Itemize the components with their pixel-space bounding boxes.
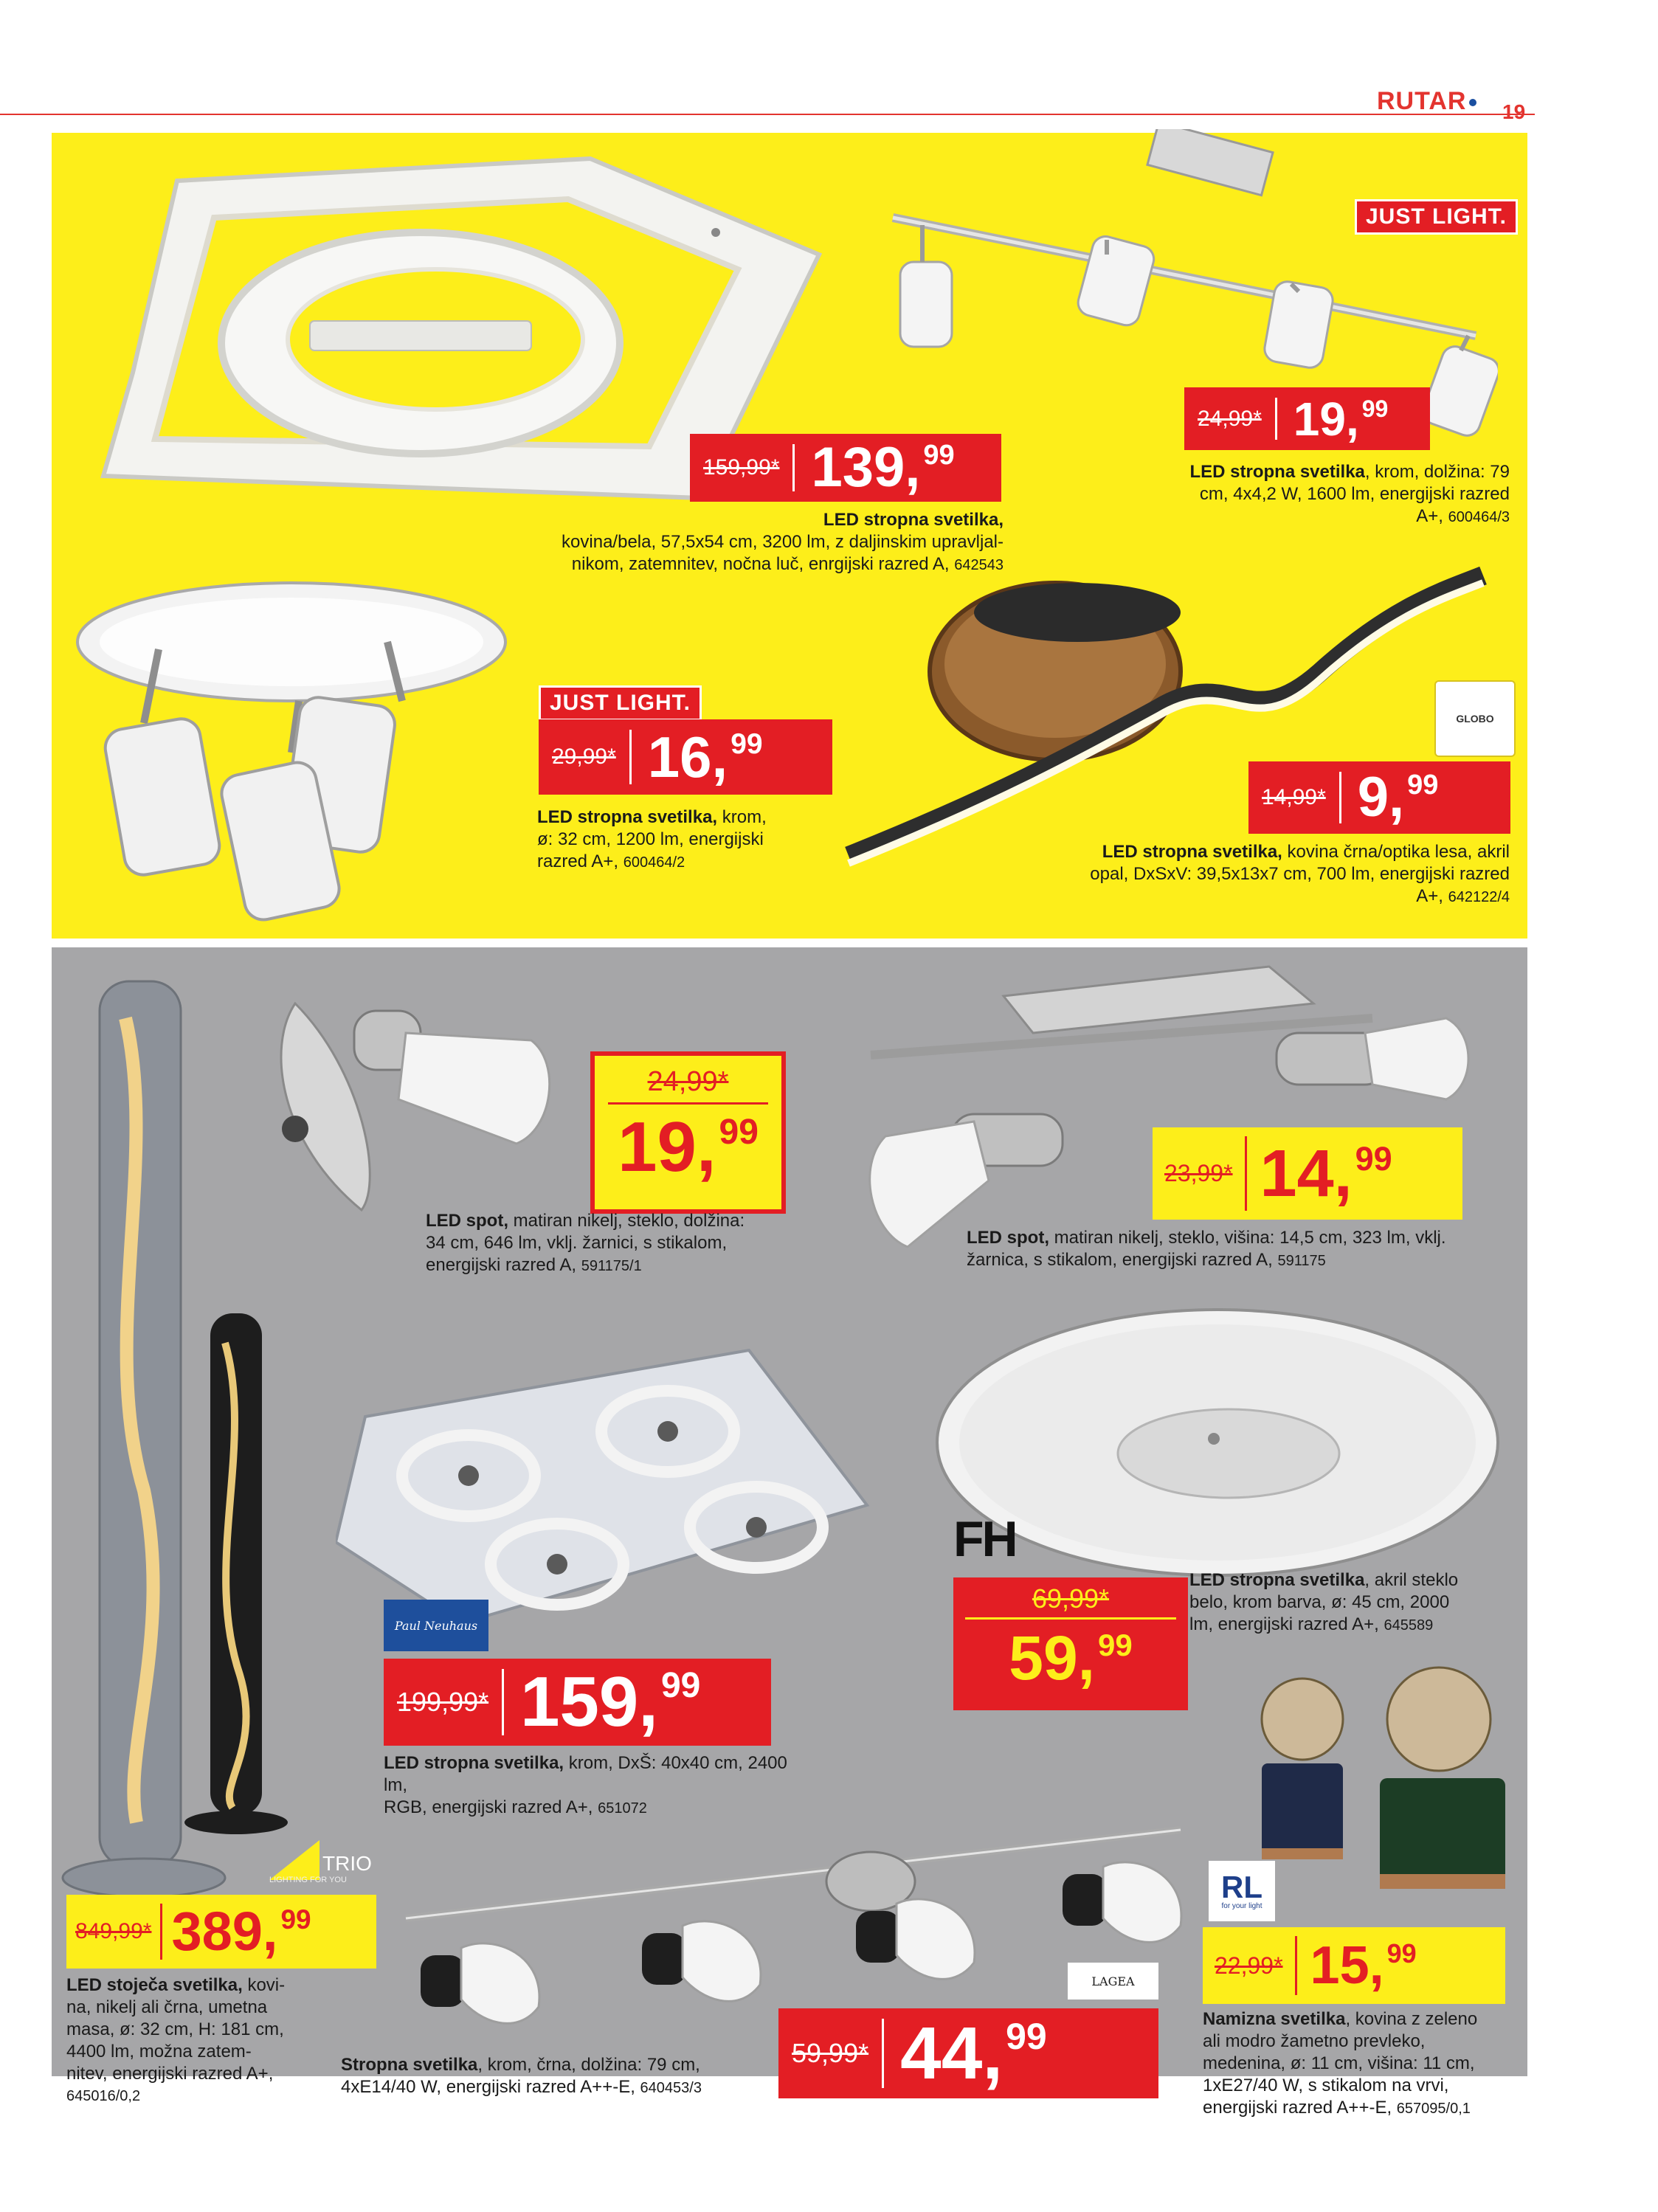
product-text: lm, energijski razred A+, — [1189, 1614, 1379, 1634]
round-acrylic-ceiling-image — [933, 1306, 1502, 1586]
product-text: žarnica, s stikalom, energijski razred A, — [967, 1250, 1273, 1270]
product-text: belo, krom barva, ø: 45 cm, 2000 — [1189, 1592, 1450, 1612]
product-text: A+, — [1416, 886, 1443, 906]
old-price: 22,99* — [1215, 1952, 1283, 1979]
product-desc-p9 — [66, 1974, 332, 2107]
product-code: 645589 — [1384, 1617, 1434, 1634]
table-lamps-image — [1232, 1653, 1527, 1896]
product-code: 651072 — [598, 1800, 647, 1817]
price-cents: 99 — [1361, 395, 1389, 422]
product-text: , krom, črna, dolžina: 79 cm, — [477, 2055, 700, 2075]
product-text: kovina/bela, 57,5x54 cm, 3200 lm, z daljinskim upravljal- — [562, 532, 1004, 552]
price-tag-p5 — [590, 1051, 786, 1214]
product-title: LED stropna svetilka, — [384, 1753, 564, 1773]
price-main: 19, — [618, 1107, 716, 1186]
price-main: 159, — [520, 1662, 658, 1741]
product-code: 591175/1 — [581, 1258, 642, 1274]
price-cents: 99 — [730, 728, 763, 760]
price-cents: 99 — [1006, 2016, 1047, 2057]
product-desc-p4 — [996, 841, 1510, 908]
page-number: 19 — [1502, 100, 1526, 123]
price-cents: 99 — [1407, 770, 1439, 801]
paul-neuhaus-logo: Paul Neuhaus — [384, 1600, 488, 1651]
just-light-logo: JUST LIGHT. — [1355, 199, 1518, 235]
product-title: LED stropna svetilka, — [1102, 842, 1282, 862]
product-text: kovi- — [242, 1975, 286, 1995]
product-title: LED spot, — [426, 1211, 508, 1231]
old-price: 69,99* — [1032, 1583, 1110, 1614]
product-desc-p3 — [537, 806, 847, 874]
product-title: LED stoječa svetilka, — [66, 1975, 243, 1995]
price-tag-p7 — [384, 1659, 771, 1746]
product-text: , krom, dolžina: 79 — [1364, 462, 1510, 482]
product-text: medenina, ø: 11 cm, višina: 11 cm, — [1203, 2053, 1475, 2073]
price-tag-p10 — [778, 2008, 1158, 2098]
product-text: energijski razred A++-E, — [1203, 2098, 1392, 2118]
rl-logo-sub: for your light — [1221, 1902, 1263, 1910]
product-title: LED stropna svetilka — [1189, 1570, 1365, 1590]
product-code: 600464/3 — [1448, 509, 1510, 525]
product-code: 657095/0,1 — [1396, 2101, 1471, 2117]
product-text: kovina črna/optika lesa, akril — [1282, 842, 1510, 862]
product-text: masa, ø: 32 cm, H: 181 cm, — [66, 2019, 284, 2039]
price-cents: 99 — [1386, 1938, 1417, 1969]
price-main: 15, — [1310, 1936, 1384, 1995]
fh-logo: FH — [953, 1511, 1016, 1567]
product-title: LED stropna svetilka — [1189, 462, 1365, 482]
product-title: LED stropna svetilka, — [823, 510, 1004, 530]
product-desc-p8 — [1189, 1569, 1514, 1636]
price-main: 44, — [900, 2012, 1004, 2095]
price-cents: 99 — [923, 440, 955, 471]
product-text: krom, — [717, 807, 767, 827]
product-text: nitev, energijski razred A+, — [66, 2064, 274, 2084]
product-text: nikom, zatemnitev, nočna luč, enrgijski razred A, — [571, 554, 950, 574]
price-cents: 99 — [280, 1904, 311, 1935]
rl-logo — [1209, 1861, 1275, 1921]
price-main: 19, — [1293, 392, 1359, 446]
price-tag-p4 — [1248, 761, 1510, 834]
product-text: RGB, energijski razred A+, — [384, 1797, 593, 1817]
product-text: A+, — [1416, 506, 1443, 526]
product-desc-p7 — [384, 1752, 797, 1819]
old-price: 159,99* — [703, 455, 780, 480]
trio-logo-sub: LIGHTING FOR YOU — [269, 1876, 347, 1884]
product-text: , kovina z zeleno — [1345, 2009, 1478, 2029]
price-tag-p3 — [539, 719, 832, 795]
lagea-logo: LAGEA — [1068, 1963, 1158, 2000]
old-price: 29,99* — [552, 744, 616, 769]
old-price: 24,99* — [647, 1066, 729, 1097]
product-text: ali modro žametno prevleko, — [1203, 2031, 1426, 2051]
product-title: LED stropna svetilka, — [537, 807, 718, 827]
product-text: 1xE27/40 W, s stikalom na vrvi, — [1203, 2076, 1449, 2095]
product-code: 642543 — [954, 557, 1004, 573]
product-text: 34 cm, 646 lm, vklj. žarnici, s stikalom, — [426, 1233, 728, 1253]
price-main: 16, — [647, 725, 728, 789]
led-spot-image — [251, 959, 590, 1225]
square-ring-ceiling-image — [336, 1335, 897, 1631]
product-title: Stropna svetilka — [341, 2055, 478, 2075]
product-text: cm, 4x4,2 W, 1600 lm, energijski razred — [1199, 484, 1510, 504]
product-text: 4xE14/40 W, energijski razred A++-E, — [341, 2077, 635, 2097]
round-plate-3-spots-image — [70, 576, 513, 959]
price-main: 139, — [811, 436, 921, 499]
price-tag-p2 — [1184, 387, 1430, 450]
price-cents: 99 — [1355, 1139, 1392, 1178]
brand-logo: RUTAR — [1377, 87, 1476, 116]
trio-logo — [262, 1837, 373, 1889]
product-code: 645016/0,2 — [66, 2088, 141, 2104]
old-price: 59,99* — [792, 2038, 869, 2068]
old-price: 849,99* — [75, 1919, 152, 1943]
product-text: razred A+, — [537, 851, 619, 871]
old-price: 199,99* — [397, 1687, 489, 1717]
product-text: , akril steklo — [1364, 1570, 1459, 1590]
old-price: 14,99* — [1262, 785, 1326, 809]
price-cents: 99 — [1098, 1628, 1133, 1662]
price-main: 59, — [1009, 1623, 1096, 1693]
product-desc-p10 — [341, 2054, 784, 2099]
product-text: matiran nikelj, steklo, višina: 14,5 cm, 323 lm, vklj. — [1049, 1228, 1446, 1248]
old-price: 23,99* — [1164, 1160, 1233, 1186]
product-title: Namizna svetilka — [1203, 2009, 1346, 2029]
product-text: opal, DxSxV: 39,5x13x7 cm, 700 lm, energijski razred — [1090, 864, 1510, 884]
product-desc-p1 — [443, 509, 1004, 576]
product-text: krom, DxŠ: 40x40 cm, 2400 lm, — [384, 1753, 787, 1795]
price-main: 389, — [171, 1901, 278, 1962]
header-rule — [0, 114, 1535, 115]
price-tag-p6 — [1153, 1127, 1462, 1220]
trio-logo-text: TRIO — [322, 1852, 372, 1875]
product-text: matiran nikelj, steklo, dolžina: — [508, 1211, 745, 1231]
product-code: 640453/3 — [640, 2080, 702, 2096]
product-text: 4400 lm, možna zatem- — [66, 2042, 252, 2061]
price-tag-p9 — [66, 1895, 376, 1969]
price-tag-p11 — [1203, 1927, 1505, 2004]
price-main: 9, — [1357, 766, 1405, 829]
product-title: LED spot, — [967, 1228, 1049, 1248]
product-desc-p6 — [967, 1227, 1498, 1272]
price-main: 14, — [1260, 1136, 1353, 1211]
product-text: energijski razred A, — [426, 1255, 577, 1275]
old-price: 24,99* — [1198, 406, 1262, 431]
product-text: ø: 32 cm, 1200 lm, energijski — [537, 829, 764, 849]
price-tag-p1 — [690, 434, 1001, 502]
product-desc-p2 — [1070, 461, 1510, 528]
rl-logo-text: RL — [1221, 1870, 1263, 1904]
just-light-logo-2: JUST LIGHT. — [539, 685, 702, 721]
product-code: 591175 — [1277, 1253, 1326, 1269]
price-tag-p8 — [953, 1577, 1188, 1710]
product-code: 600464/2 — [623, 854, 685, 871]
trio-triangle-icon — [262, 1837, 321, 1881]
product-code: 642122/4 — [1448, 889, 1510, 905]
product-desc-p5 — [426, 1210, 809, 1277]
price-cents: 99 — [660, 1666, 701, 1705]
product-text: na, nikelj ali črna, umetna — [66, 1997, 268, 2017]
globo-logo: GLOBO — [1434, 680, 1516, 757]
price-cents: 99 — [719, 1113, 759, 1152]
product-desc-p11 — [1203, 2008, 1513, 2120]
